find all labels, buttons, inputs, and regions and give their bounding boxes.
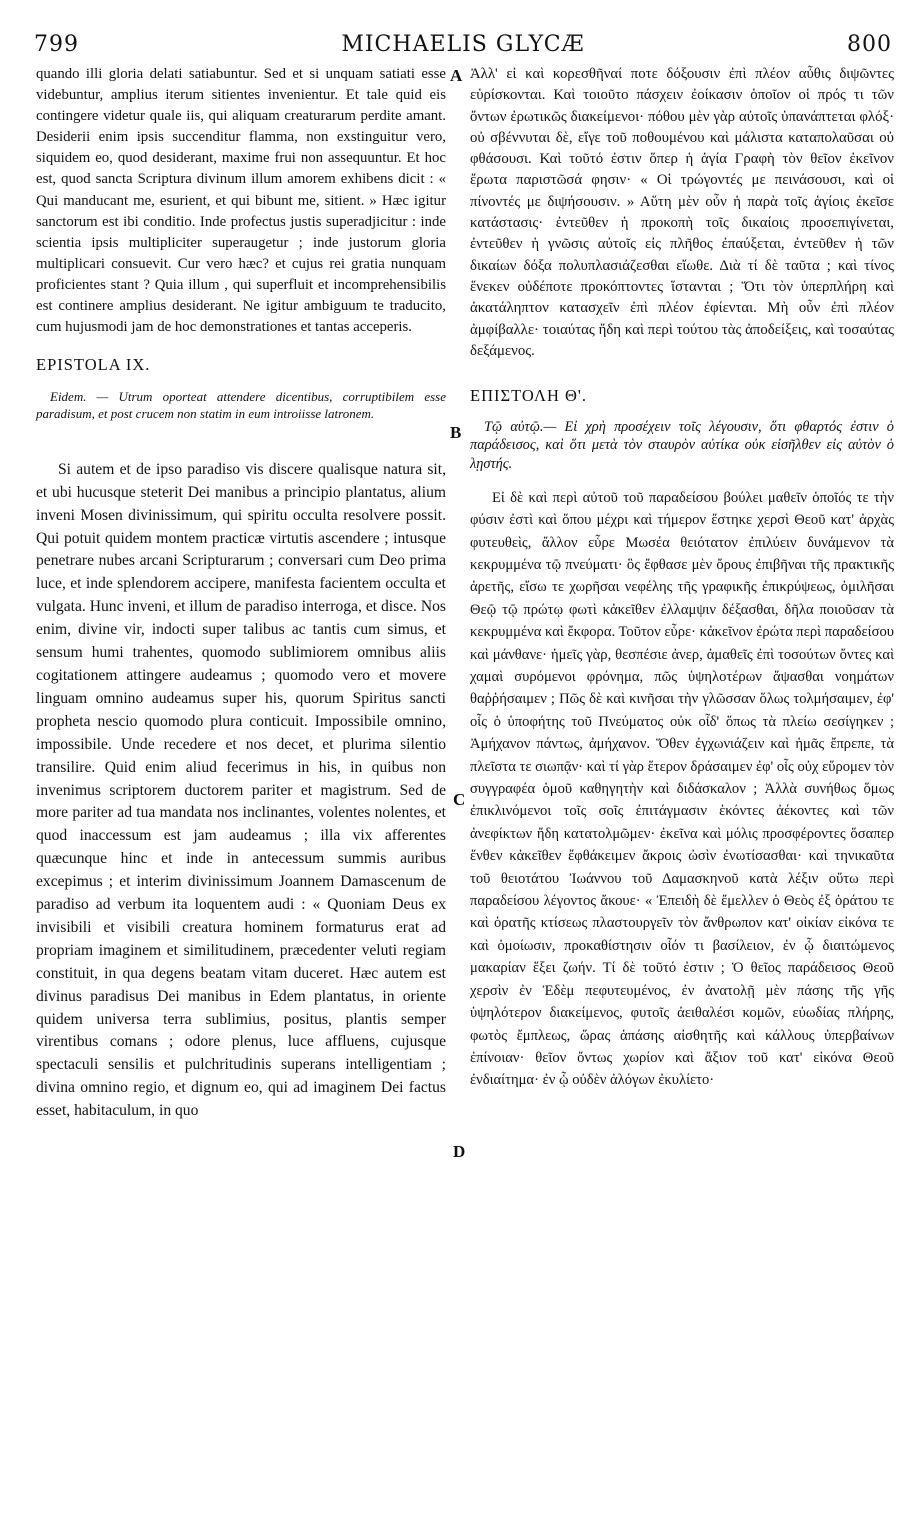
latin-epistle-heading: EPISTOLA IX. [36, 355, 151, 375]
running-title: MICHAELIS GLYCÆ [341, 32, 585, 57]
greek-epistle-heading: ΕΠΙΣΤΟΛΗ Θ'. [470, 386, 588, 406]
greek-paragraph-1: Ἀλλ' εἰ καὶ κορεσθῆναί ποτε δόξουσιν ἐπὶ πλέον αὖθις διψῶντες εὑρίσκονται. Καὶ τοιοῦτο πάσχειν ἐοίκασιν ὁποῖον οἱ πρός τι τῶν ὄντων ἐρωτικῶς διακείμενοι· πόθου μὲν γὰρ αὐτοῖς ὑπανάπτεται φλόξ· οὐ σβέννυται δὲ, εἴγε τοῦ ποθουμένου καὶ μάλιστα καταπολαῦσαι οὐ φθάσουσι. Καὶ τοῦτό ἐστιν ὅπερ ἡ ἁγία Γραφὴ τὸν θεῖον ἐκεῖνον ἔρωτα παριστῶσά φησιν· « Οἱ τρώγοντές με πεινάσουσι, καὶ οἱ πίνοντές με διψήσουσιν. » Αὕτη μὲν οὖν ἡ παρὰ τοῖς ἁγίοις ἐκεῖσε κατάστασις· ἐντεῦθεν ἡ προκοπὴ τοῖς δικαίοις προσεπιγίνεται, ἐντεῦθεν ἡ γνῶσις αὐτοῖς εἰς πλῆθος ἐπαύξεται, ἐντεῦθεν ἡ τῶν δικαίων δόξα πολυπλασιάζεσθαι εἴωθε. Διὰ τί δὲ ταῦτα ; καὶ τίνος ἕνεκεν οὐδέποτε προκόπτοντες ἵστανται ; Ὅτι τὸν ὑπερπλήρη καὶ ἀκατάληπτον κατασχεῖν ἐπὶ πλέον ἐφίενται. Μὴ οὖν ἐπὶ πλέον ἀμφίβαλλε· τοιαύτας ἤδη καὶ περὶ τούτου τὰς ἀποδείξεις, καὶ τοσαύτας δεξάμενος. [470, 66, 894, 359]
page-number-right: 800 [847, 32, 892, 57]
margin-letter-d: D [453, 1142, 466, 1161]
greek-epistle-summary: Τῷ αὐτῷ.— Εἰ χρὴ προσέχειν τοῖς λέγουσιν, ὅτι φθαρτός ἐστιν ὁ παράδεισος, καὶ ὅτι μετὰ τὸν σταυρὸν αὐτίκα οὐκ εἰσῆλθεν εἰς αὐτὸν ὁ λῃστής. [470, 419, 894, 472]
margin-letter-c: C [453, 790, 466, 809]
running-header [34, 32, 892, 64]
latin-paragraph-2: Si autem et de ipso paradiso vis discere qualisque natura sit, et ubi hucusque steterit Dei manibus a principio plantatus, alium inveni Mosen divinissimum, qui spiritu occulta resolvere possit. Qui potuit quidem montem practicæ virtutis ascendere ; intusque penetrare nubes arcani Scripturarum ; conversari cum Deo prima luce, et inde splendorem accipere, manifesta facientem occulta et vulgata. Hunc inveni, et illum de paradiso interroga, et disce. Nos enim, divine vir, indocti super talibus ac tantis cum simus, et sensum humi trahentes, quomodo sublimiorem omnibus aliis cogitationem attingere audeamus ; quomodo vero et movere linguam omnino audeamus super his, quorum Spiritus sancti propheta nescio quomodo plura conticuit. Impossibile omnino, impossibile. Unde recedere et nos decet, et plurima silentio transilire. Quid enim aliud fecerimus in his, in quibus non invenimus scriptorem ductorem pariter et magistrum. Sed de more pariter ad tua mandata nos inclinantes, volentes nolentes, et quod inaccessum est jam audeamus ; illa vix afferentes quæcunque hinc et inde in antecessum summis auribus excepimus ; et interim divinissimum Joannem Damascenum de paradiso ad verbum ita loquentem audi : « Quoniam Deus ex invisibili et visibili creatura hominem formaturus erat ad propriam imaginem et similitudinem, præcedenter veluti regiam constituit, in qua degens beatam vitam duceret. Hæc autem est divinus paradisus Dei manibus in Edem plantatus, in oriente quidem universa terra sublimius, positus, plantis semper virentibus comans ; odore plenus, luce affluens, cujusque spectaculi sensilis et pulchritudinis superans intelligentiam ; divina omnino regio, et dignum eo, qui ad imaginem Dei factus esset, habitaculum, in quo [36, 460, 446, 1120]
latin-epistle-summary: Eidem. — Utrum oporteat attendere dicentibus, corruptibilem esse paradisum, et post crucem non statim in eum introiisse latronem. [36, 389, 446, 422]
margin-letter-b: B [450, 423, 462, 442]
greek-column [470, 64, 894, 1092]
margin-letter-a: A [450, 66, 463, 85]
page-number-left: 799 [34, 32, 79, 57]
latin-column [36, 64, 446, 1123]
greek-paragraph-2: Εἰ δὲ καὶ περὶ αὐτοῦ τοῦ παραδείσου βούλει μαθεῖν ὁποῖός τε τὴν φύσιν ἐστὶ καὶ ὅπου μέχρι καὶ τήμερον ἕστηκε χερσὶ Θεοῦ κατ' ἀρχὰς φυτευθεὶς, ἄλλον εὗρε Μωσέα θειότατον ἐπιλύειν δυνάμενον τὰ κεκρυμμένα τῷ πνεύματι· ὃς ἔφθασε μὲν ὄρους ἐπιβῆναι τῆς πρακτικῆς ἀρετῆς, εἴσω τε χωρῆσαι νεφέλης τῆς γραφικῆς ἐπικρύψεως, ὁμιλῆσαι Θεῷ τῷ πρώτῳ φωτὶ κἀκεῖθεν ἐλλαμψιν δέξασθαι, δῆλα ποιοῦσαν τὰ κεκρυμμένα καὶ ἔκφορα. Τοῦτον εὗρε· κἀκεῖνον ἐρώτα περὶ παραδείσου καὶ μάνθανε· ἡμεῖς γὰρ, θεσπέσιε ἀνερ, ἀμαθεῖς ἐπὶ τοσούτων ὄντες καὶ χαμαὶ συρόμενοι φρόνημα, πῶς ὑψηλοτέρων ἅψασθαι νοημάτων θαῤῥήσαιμεν ; Πῶς δὲ καὶ κινῆσαι τὴν γλῶσσαν ὅλως τολμήσαιμεν, ἐφ' οἷς ὁ ὑποφήτης τοῦ Πνεύματος οὐκ οἶδ' ὅπως τὰ πλείω σεσίγηκεν ; Ἀμήχανον πάντως, ἀμήχανον. Ὅθεν ἐγχωνιάζειν καὶ ἡμᾶς ἔπρεπε, τὰ πλεῖστα τε σιωπᾷν· καὶ τί γὰρ ἕτερον δράσαιμεν ἐφ' οἷς οὐχ εὕρομεν τὸν συγγραφέα ὁμοῦ καθηγητὴν καὶ διδάσκαλον ; Ἀλλὰ συνήθως ὅμως ἐπικλινόμενοι τοῖς σοῖς ἐπιτάγμασιν ἑκόντες ἀέκοντες καὶ τῶν ἀνεφίκτων ἤδη κατατολμῶμεν· ἐκεῖνα καὶ μόλις προσφέροντες ὅσαπερ ἔνθεν κἀκεῖθεν ἔφθάκειμεν ἄκροις ὠσὶν ἐνωτίσασθαι· καὶ τηνικαῦτα τοῦ θειοτάτου Ἰωάννου τοῦ Δαμασκηνοῦ κατὰ λέξιν οὕτω περὶ παραδείσου λέγοντος ἄκουε· « Ἐπειδὴ δὲ ἔμελλεν ὁ Θεὸς ἐξ ὁράτου τε καὶ ὁρατῆς κτίσεως πλαστουργεῖν τὸν ἄνθρωπον κατ' οἰκίαν εἰκόνα τε καὶ ὁμοίωσιν, προκαθίστησιν οἷόν τι βασίλειον, ἐν ᾧ διαιτώμενος μακαρίαν ἕξει ζωήν. Τί δὲ τοῦτό ἐστιν ; Ὁ θεῖος παράδεισος Θεοῦ χερσὶν ἐν Ἐδὲμ πεφυτευμένος, ἐν ἀνατολῇ μὲν πάσης τῆς γῆς ὑψηλότερον διακείμενος, φυτοῖς ἀειθαλέσι κομῶν, εὐωδίας πλήρης, φωτὸς ἔμπλεως, ὥρας ἁπάσης αἰσθητῆς καὶ κάλλους ὑπερβαίνων ἐπίνοιαν· θεῖον ὄντως χωρίον καὶ ἄξιον τοῦ κατ' εἰκόνα Θεοῦ ἐνδιαίτημα· ἐν ᾧ οὐδὲν ἀλόγων ἐκυλίετο· [470, 489, 895, 1089]
latin-paragraph-1: quando illi gloria delati satiabuntur. Sed et si unquam satiati esse videbuntur, amplius iterum sitientes invenientur. Et tale quid eis contingere videtur quale iis, qui aliquam creaturarum perdite amant. Desiderii enim ipsis succenditur flamma, non exstinguitur vero, siquidem eo, quod desiderant, maxime frui non assequuntur. Et hoc est, quod sancta Scriptura divinum illum amorem exhibens dicit : « Qui manducant me, esurient, et qui bibunt me, sitient. » Hæc igitur sanctorum est ibi conditio. Inde profectus justis superadjicitur : inde scientia ipsis multipliciter superaugetur ; inde justorum gloria multiplicari consuevit. Cur vero hæc? et cujus rei gratia nunquam proficientes stant ? Quia illum , qui superfluit et incomprehensibilis est continere amplius desiderant. Ne igitur ambiguum te traducito, cum hujusmodi jam de hoc demonstrationes et tantas acceperis. [36, 66, 446, 336]
